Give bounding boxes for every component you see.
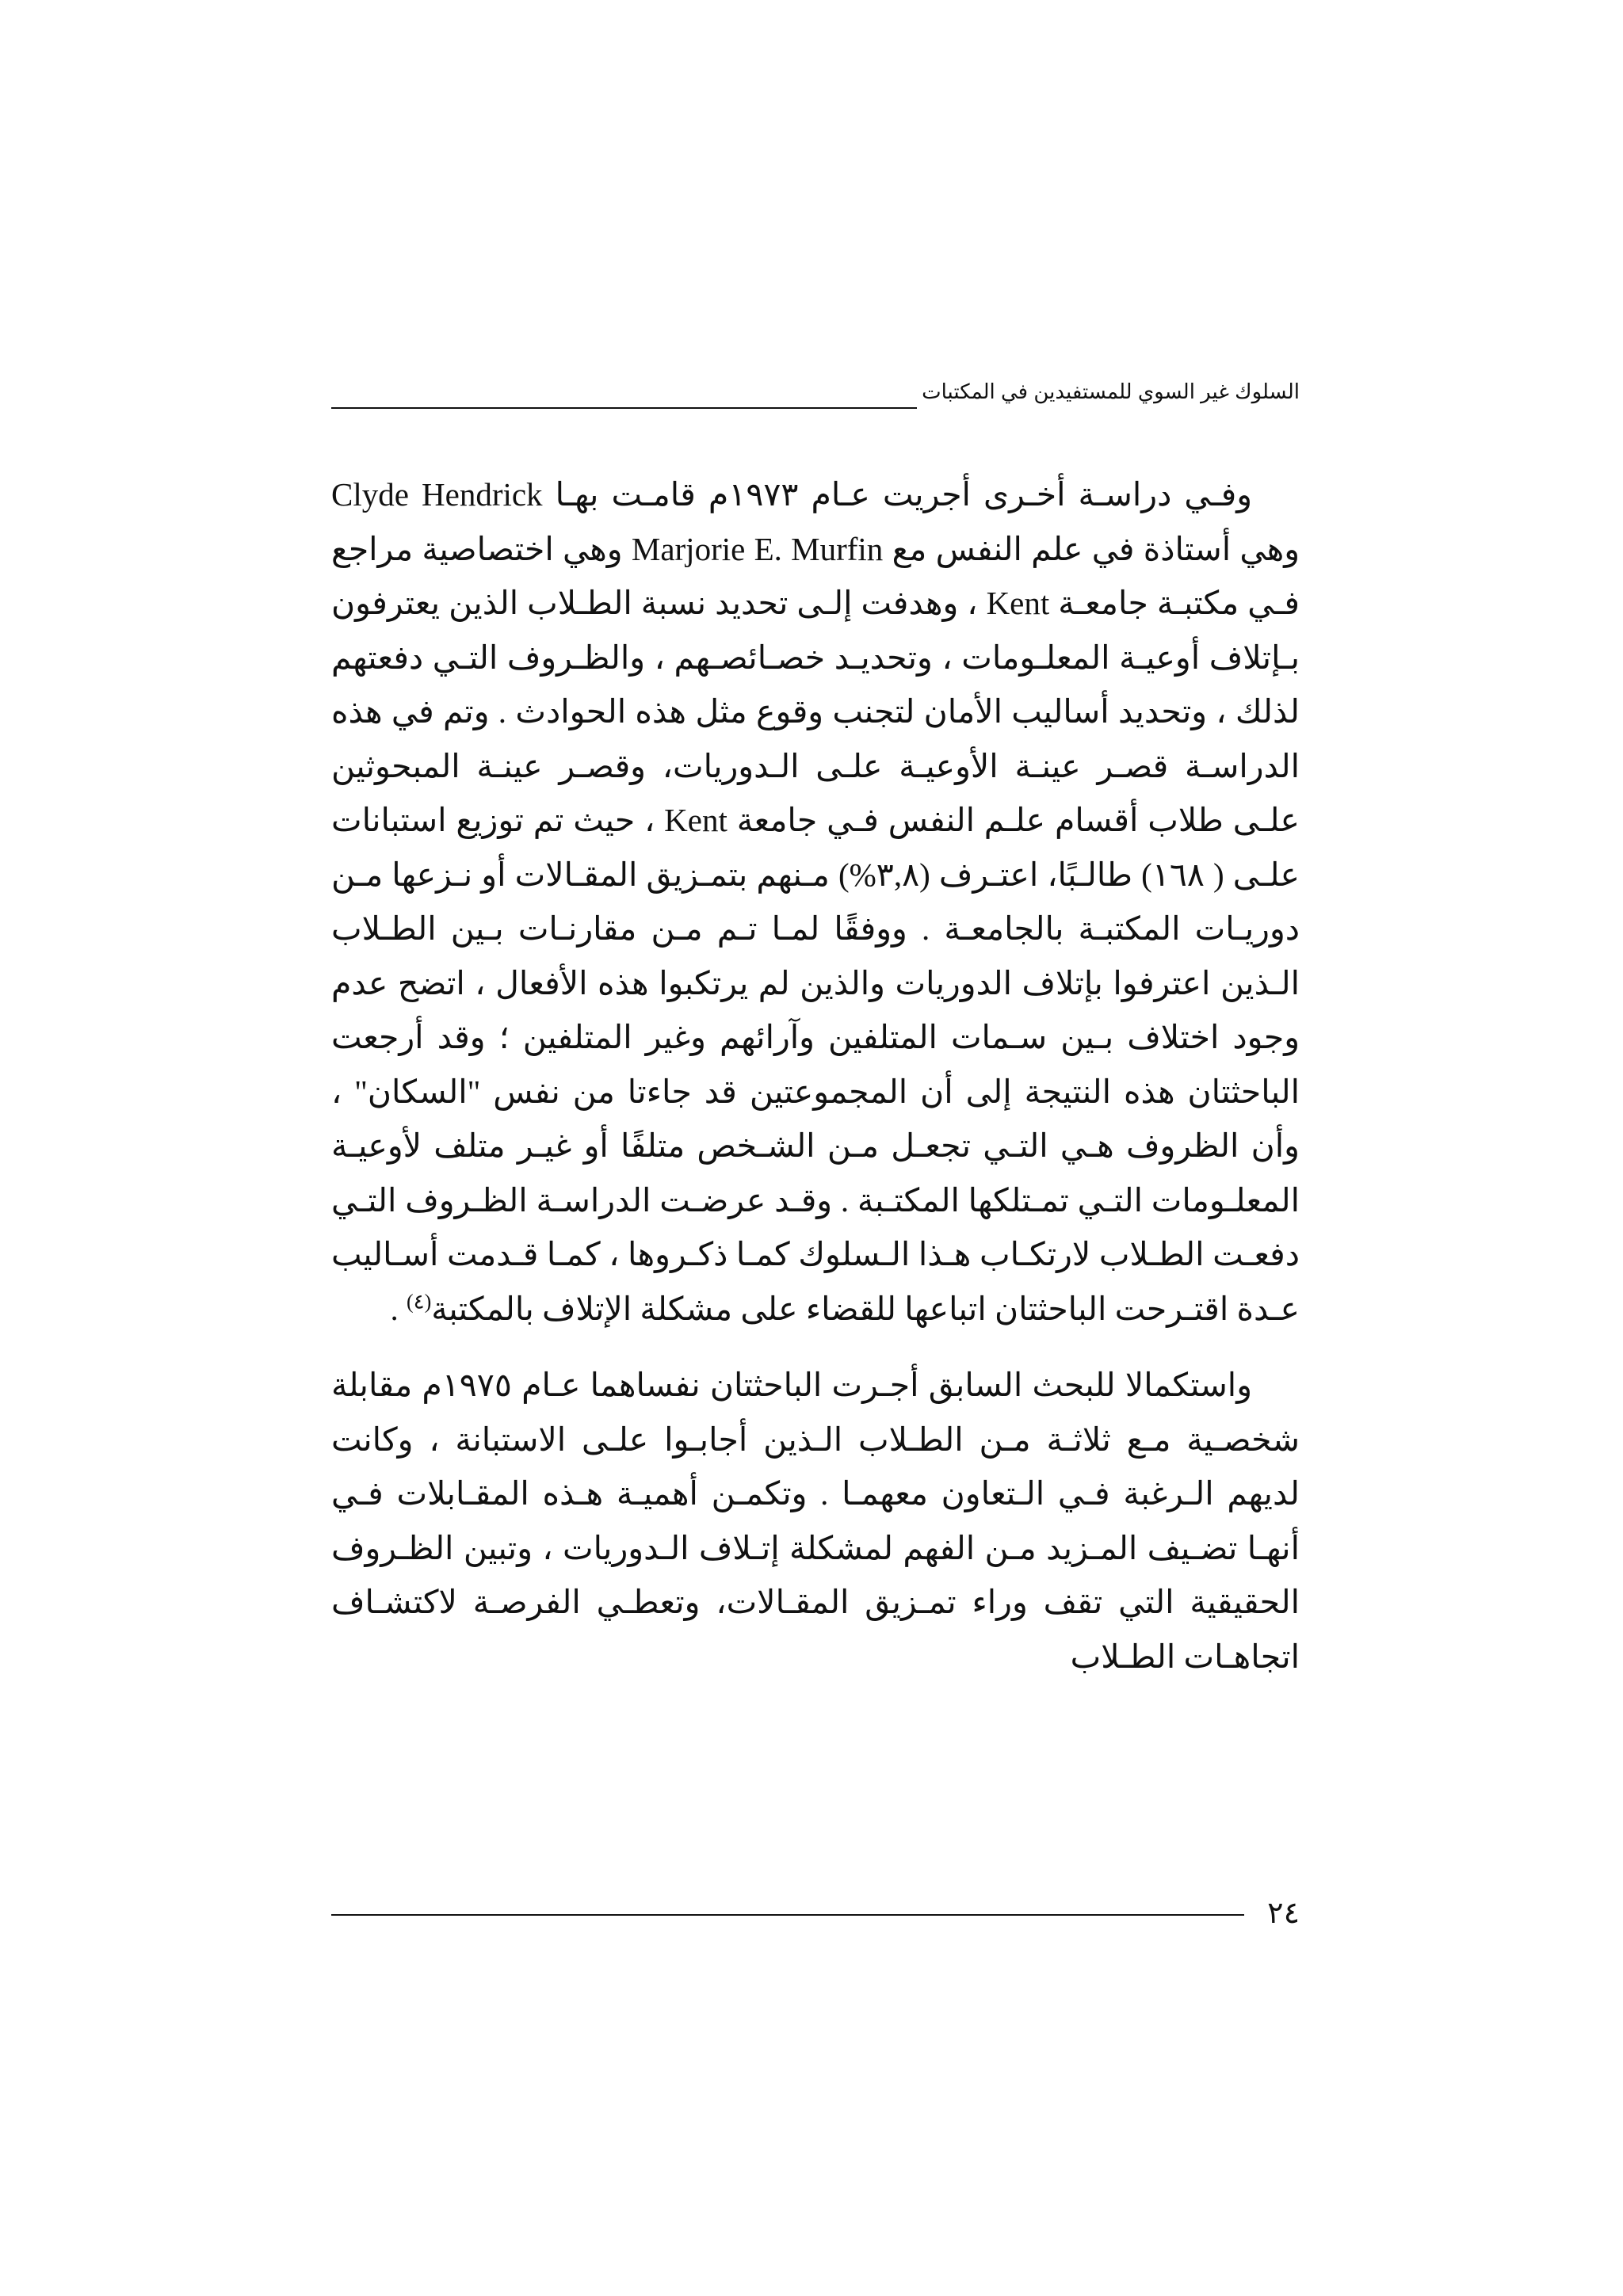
body-paragraph [331, 1358, 1300, 1684]
text-run: وهي أستاذة في علم النفس مع [883, 530, 1300, 567]
text-run: واستكمالا للبحث السابق أجـرت الباحثتان نفساهما عـام ١٩٧٥م مقابلة شخصـية مـع ثلاثـة مـن الطـلاب الـذين أجابـوا علـى الاستبانة ، وكانت لديهم الـرغبة فـي الـتعاون معهمـا . وتكمـن أهميـة هـذه المقـابلات فـي أنهـا تضـيف المـزيد مـن الفهم لمشكلة إتـلاف الـدوريات ، وتبين الظـروف الحقيقية التي تقف وراء تمـزيق المقـالات، وتعطـي الفرصـة لاكتشـاف اتجاهـات الطـلاب [331, 1367, 1300, 1675]
text-run: ، وهدفت إلـى تحديد نسبة الطـلاب الذين يعترفون بـإتلاف أوعيـة المعلـومات ، وتحديـد خصـائصـهم ، والظـروف التـي دفعتهم لذلك ، وتحديد أساليب الأمان لتجنب وقوع مثل هذه الحوادث . وتم في هذه الدراسـة قصـر عينـة الأوعيـة علـى الـدوريات، وقصـر عينـة المبحوثين علـى طلاب أقسام علـم النفس فـي جامعة [331, 585, 1300, 838]
latin-name: Kent [664, 802, 727, 838]
body-text [331, 467, 1300, 1684]
text-run: وهي اختصاصية مراجع فـي مكتبـة جامعـة [331, 530, 1300, 621]
footnote-reference: (٤) [406, 1289, 432, 1313]
body-paragraph [331, 467, 1300, 1336]
running-title: السلوك غير السوي للمستفيدين في المكتبات [917, 372, 1300, 410]
latin-name: Clyde Hendrick [331, 476, 543, 513]
latin-name: Marjorie E. Murfin [631, 530, 884, 567]
text-run: ، حيث تم توزيع استبانات علـى ( ١٦٨) طالـبًا، اعتـرف (٣,٨%) مـنهم بتمـزيق المقـالات أو نـزعها مـن دوريـات المكتبـة بالجامعـة . ووفقًا لمـا تـم مـن مقارنـات بـين الطـلاب الـذين اعترفوا بإتلاف الدوريات والذين لم يرتكبوا هذه الأفعال ، اتضح عدم وجود اختلاف بـين سـمات المتلفين وآرائهم وغير المتلفين ؛ وقد أرجعت الباحثتان هذه النتيجة إلى أن المجموعتين قد جاءتا من نفس "السكان" ، وأن الظروف هـي التـي تجعـل مـن الشـخص متلفًا أو غيـر متلف لأوعيـة المعلـومات التـي تمـتلكها المكتـبة . وقـد عرضـت الدراسـة الظـروف التـي دفعـت الطـلاب لارتكـاب هـذا الـسلوك كمـا ذكـروها ، كمـا قـدمت أسـاليب عـدة اقتـرحت الباحثتان اتباعها للقضاء على مشكلة الإتلاف بالمكتبة [331, 802, 1300, 1327]
running-header [331, 372, 1300, 410]
page-footer [331, 1894, 1300, 1933]
text-run: . [390, 1290, 407, 1327]
latin-name: Kent [986, 585, 1050, 621]
footer-rule [331, 1914, 1244, 1916]
page-number: ٢٤ [1254, 1894, 1300, 1933]
text-run: وفـي دراسـة أخـرى أجريت عـام ١٩٧٣م قامـت بهـا [542, 476, 1252, 513]
